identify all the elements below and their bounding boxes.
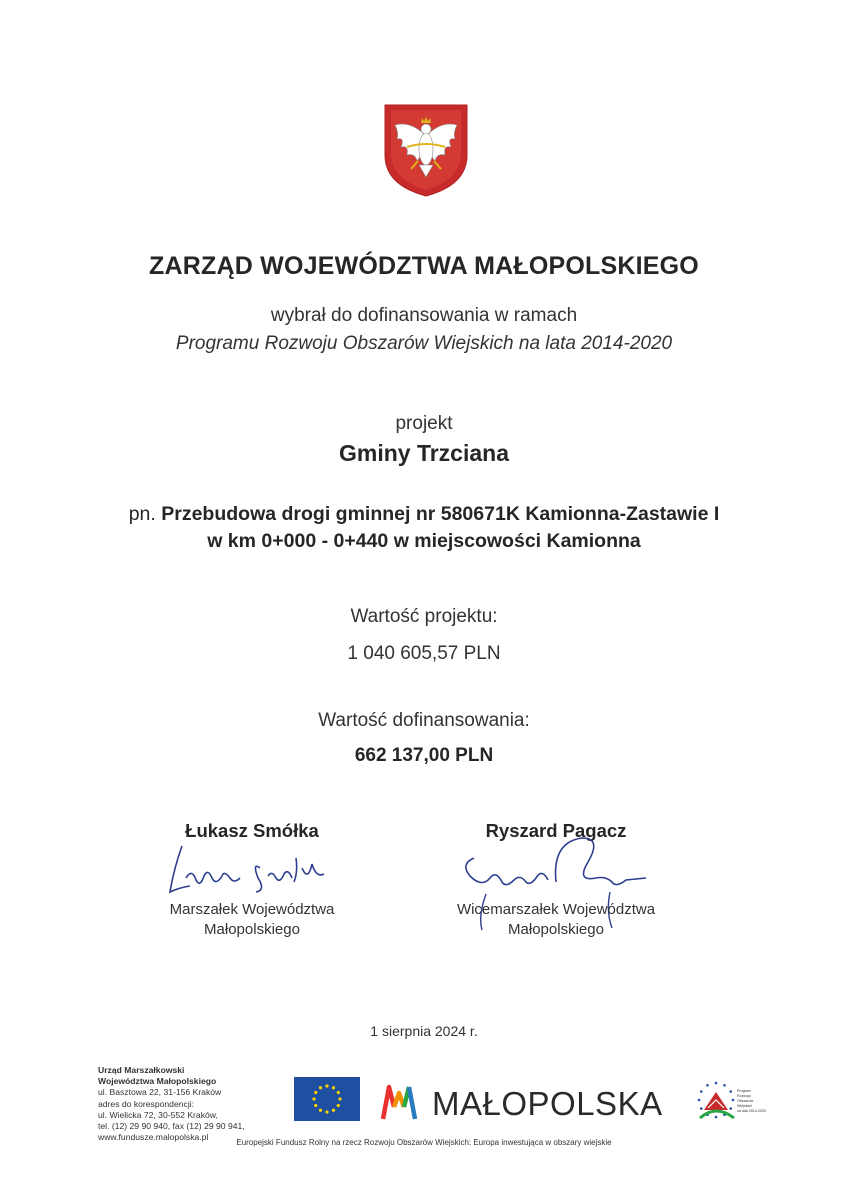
office-phone: tel. (12) 29 90 940, fax (12) 29 90 941,: [98, 1121, 245, 1132]
signatory-2-name: Ryszard Pagacz: [485, 820, 627, 841]
star-icon: [729, 1090, 732, 1093]
star-icon: [715, 1082, 718, 1085]
star-icon: [715, 1116, 718, 1119]
beneficiary-name: Gminy Trzciana: [338, 440, 509, 466]
signatory-2-role-line-2: Małopolskiego: [508, 921, 604, 938]
prow-text-5: na lata 2014-2020: [737, 1109, 766, 1113]
office-address-3: ul. Wielicka 72, 30-552 Kraków,: [98, 1109, 218, 1120]
star-icon: [314, 1104, 317, 1107]
office-name-line-1: Urząd Marszałkowski: [98, 1065, 185, 1075]
prow-text-4: Wiejskich: [737, 1104, 753, 1108]
star-icon: [700, 1090, 703, 1093]
project-title-line-2: w km 0+000 - 0+440 w miejscowości Kamionna: [207, 530, 641, 552]
star-icon: [332, 1086, 335, 1089]
coat-of-arms-icon: [383, 103, 469, 198]
cofinancing-label: Wartość dofinansowania:: [318, 710, 530, 731]
footer-note: Europejski Fundusz Rolny na rzecz Rozwoju Obszarów Wiejskich: Europa inwestująca w obszary wiejskie: [236, 1138, 612, 1147]
office-address-1: ul. Basztowa 22, 31-156 Kraków: [98, 1087, 222, 1098]
star-icon: [325, 1110, 328, 1113]
page-title: ZARZĄD WOJEWÓDZTWA MAŁOPOLSKIEGO: [149, 252, 699, 280]
malopolska-brand-text: MAŁOPOLSKA: [432, 1085, 663, 1122]
star-icon: [332, 1109, 335, 1112]
prow-text-3: Obszarów: [737, 1099, 754, 1103]
star-icon: [698, 1099, 701, 1102]
eu-flag-icon: [294, 1077, 360, 1121]
star-icon: [325, 1084, 328, 1087]
star-icon: [319, 1109, 322, 1112]
project-value-label: Wartość projektu:: [350, 606, 498, 627]
prow-text-1: Program: [737, 1089, 751, 1093]
signatory-2-role: [436, 900, 676, 940]
signatory-1-role: [140, 900, 364, 940]
document-date: 1 sierpnia 2024 r.: [370, 1023, 478, 1039]
star-icon: [732, 1099, 735, 1102]
signatory-1-role-line-1: Marszałek Województwa: [169, 901, 335, 918]
star-icon: [337, 1104, 340, 1107]
star-icon: [700, 1107, 703, 1110]
star-icon: [338, 1097, 341, 1100]
project-label: projekt: [395, 413, 453, 434]
star-icon: [312, 1097, 315, 1100]
prow-text-2: Rozwoju: [737, 1094, 751, 1098]
project-value: 1 040 605,57 PLN: [347, 643, 501, 664]
office-address-2: adres do korespondencji:: [98, 1098, 195, 1109]
star-icon: [319, 1086, 322, 1089]
signatory-1-name: Łukasz Smółka: [185, 820, 319, 841]
signatory-1-role-line-2: Małopolskiego: [204, 921, 300, 938]
program-name: Programu Rozwoju Obszarów Wiejskich na lata 2014-2020: [175, 333, 673, 354]
project-title-prefix: pn.: [128, 503, 156, 525]
selection-text: wybrał do dofinansowania w ramach: [270, 305, 578, 326]
office-address-block: [98, 1065, 288, 1143]
office-website: www.fundusze.malopolska.pl: [98, 1132, 209, 1143]
star-icon: [706, 1084, 709, 1087]
project-title-text-1: Przebudowa drogi gminnej nr 580671K Kamionna-Zastawie I: [161, 503, 720, 525]
project-title-line-1: [0, 503, 848, 526]
star-icon: [723, 1084, 726, 1087]
malopolska-m-logo-icon: [380, 1083, 418, 1121]
star-icon: [314, 1091, 317, 1094]
cofinancing-value: 662 137,00 PLN: [354, 745, 494, 766]
office-name-line-2: Województwa Małopolskiego: [98, 1076, 217, 1087]
prow-logo-icon: [696, 1078, 776, 1124]
star-icon: [337, 1091, 340, 1094]
signature-1-image: [160, 838, 340, 900]
star-icon: [729, 1107, 732, 1110]
signatory-2-role-line-1: Wicemarszałek Województwa: [456, 901, 656, 918]
